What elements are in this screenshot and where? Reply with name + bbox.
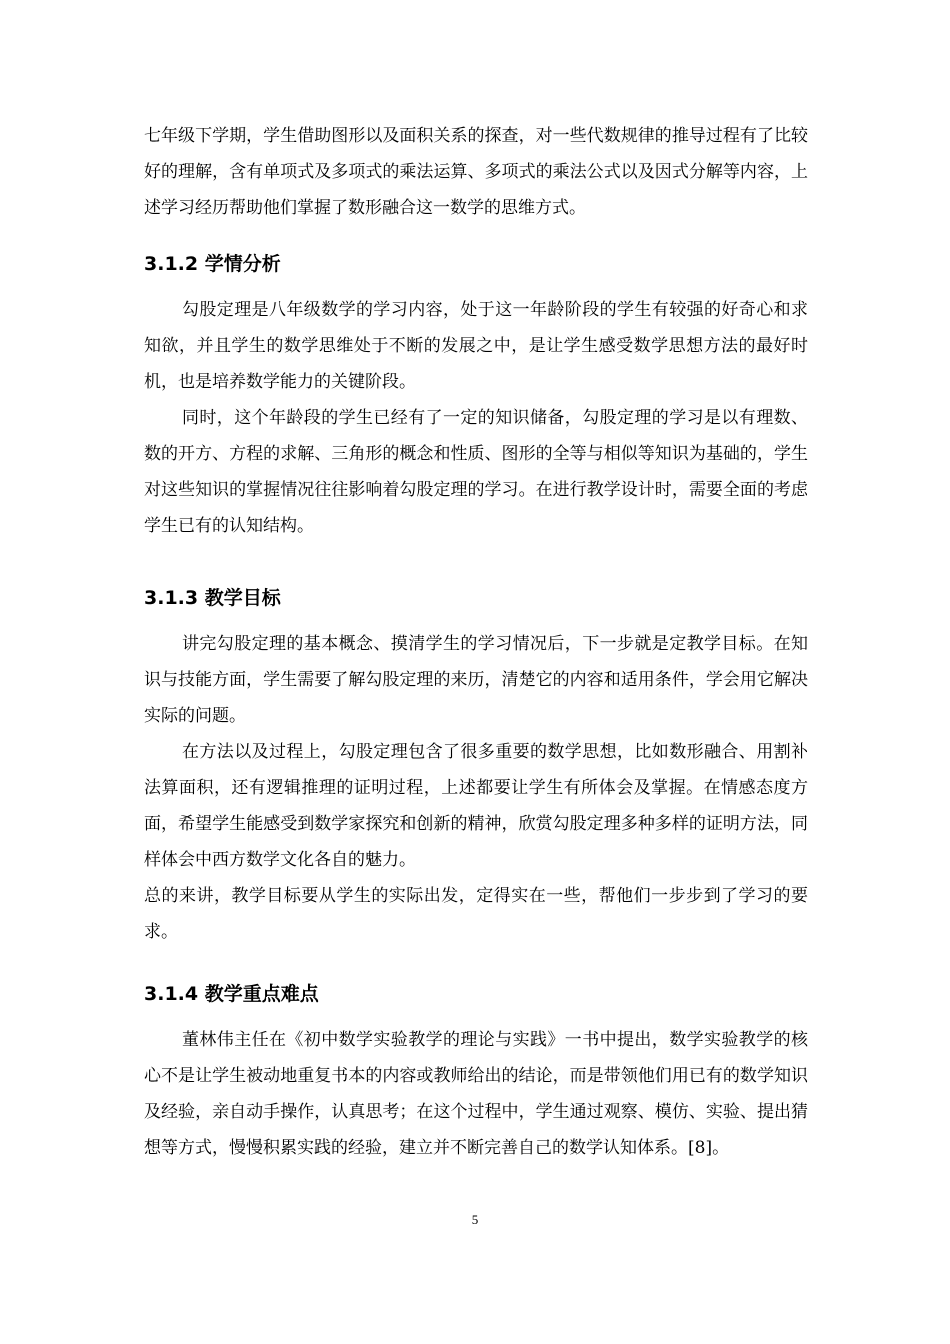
paragraph: 勾股定理是八年级数学的学习内容，处于这一年龄阶段的学生有较强的好奇心和求知欲，并且学生的数学思维处于不断的发展之中，是让学生感受数学思想方法的最好时机，也是培养数学能力的关键阶段。	[144, 300, 808, 392]
paragraph: 董林伟主任在《初中数学实验教学的理论与实践》一书中提出，数学实验教学的核心不是让学生被动地重复书本的内容或教师给出的结论，而是带领他们用已有的数学知识及经验，亲自动手操作，认真思考；在这个过程中，学生通过观察、模仿、实验、提出猜想等方式，慢慢积累实践的经验，建立并不断完善自己的数学认知体系。[8]。	[144, 1030, 808, 1158]
paragraph: 在方法以及过程上，勾股定理包含了很多重要的数学思想，比如数形融合、用割补法算面积，还有逻辑推理的证明过程，上述都要让学生有所体会及掌握。在情感态度方面，希望学生能感受到数学家探究和创新的精神，欣赏勾股定理多种多样的证明方法，同样体会中西方数学文化各自的魅力。	[144, 742, 808, 870]
paragraph: 同时，这个年龄段的学生已经有了一定的知识储备，勾股定理的学习是以有理数、数的开方、方程的求解、三角形的概念和性质、图形的全等与相似等知识为基础的，学生对这些知识的掌握情况往往影响着勾股定理的学习。在进行教学设计时，需要全面的考虑学生已有的认知结构。	[144, 408, 808, 536]
section-heading-key-difficulties: 3.1.4 教学重点难点	[144, 983, 319, 1005]
section-heading-learning-analysis: 3.1.2 学情分析	[144, 253, 281, 275]
paragraph: 总的来讲，教学目标要从学生的实际出发，定得实在一些，帮他们一步步到了学习的要求。	[144, 886, 808, 942]
intro-paragraph: 七年级下学期，学生借助图形以及面积关系的探查，对一些代数规律的推导过程有了比较好的理解，含有单项式及多项式的乘法运算、多项式的乘法公式以及因式分解等内容，上述学习经历帮助他们掌握了数形融合这一数学的思维方式。	[144, 126, 808, 218]
page-number: 5	[471, 1212, 479, 1227]
section-heading-teaching-goals: 3.1.3 教学目标	[144, 587, 281, 609]
paragraph: 讲完勾股定理的基本概念、摸清学生的学习情况后，下一步就是定教学目标。在知识与技能方面，学生需要了解勾股定理的来历，清楚它的内容和适用条件，学会用它解决实际的问题。	[144, 634, 808, 726]
page-content	[144, 118, 808, 1166]
